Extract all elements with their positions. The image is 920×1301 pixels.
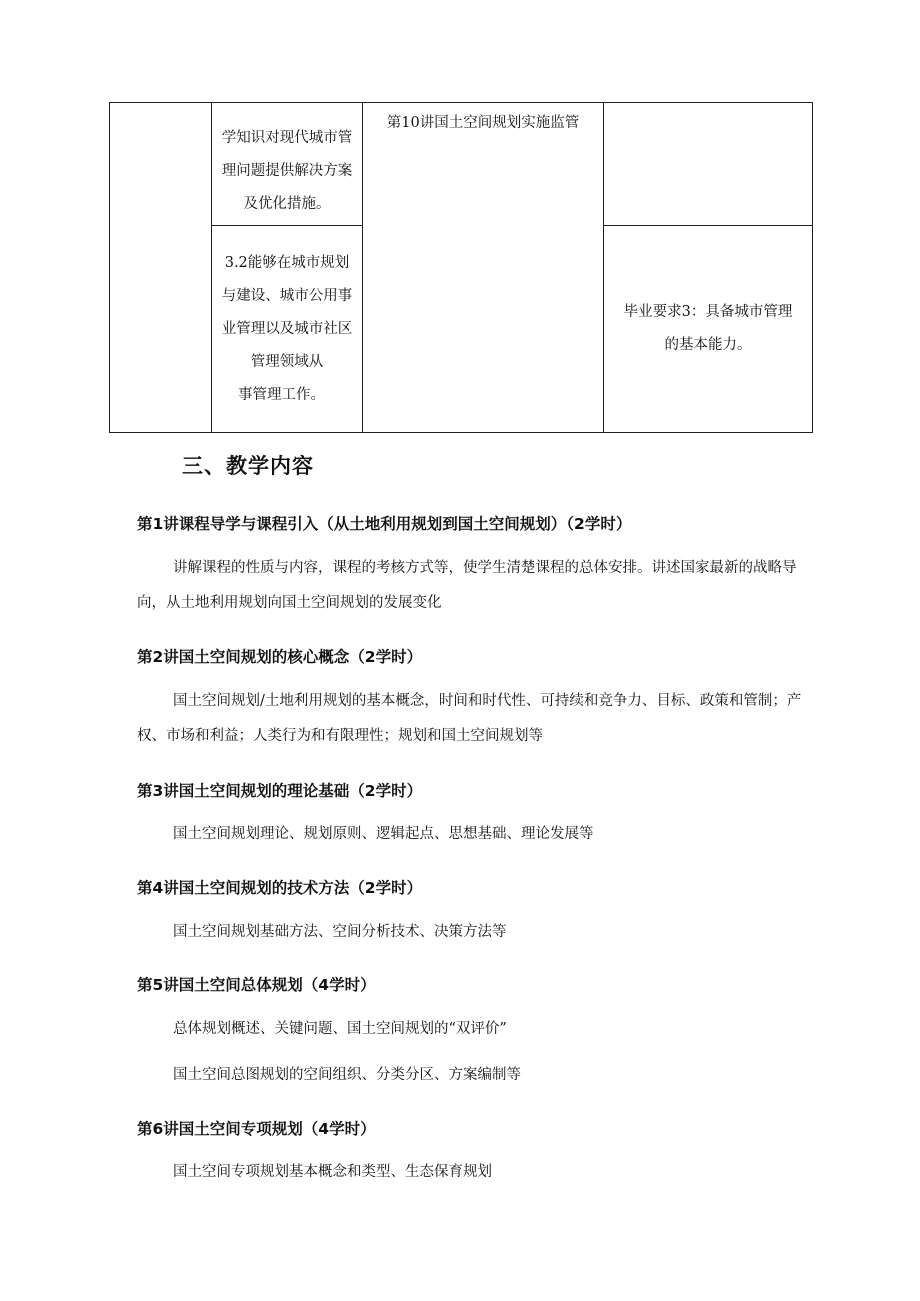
lecture-title: 第4讲国土空间规划的技术方法（2学时）: [137, 879, 423, 897]
lecture-title: 第3讲国土空间规划的理论基础（2学时）: [137, 782, 423, 800]
table-cell-empty: [110, 103, 212, 433]
outcomes-table: [109, 102, 813, 433]
lecture-paragraph: 国土空间规划理论、规划原则、逻辑起点、思想基础、理论发展等: [173, 826, 594, 842]
lecture-paragraph: 讲解课程的性质与内容，课程的考核方式等，使学生清楚课程的总体安排。讲述国家最新的战略导向，从土地利用规划向国土空间规划的发展变化: [137, 560, 797, 611]
text-line: 管理领域从: [250, 353, 324, 370]
text-line: 学知识对现代城市管: [221, 130, 353, 146]
table-cell-requirement-1: [604, 103, 813, 226]
text-line: 3.2能够在城市规划: [224, 254, 350, 271]
text-line: 与建设、城市公用事: [221, 287, 353, 304]
lecture-title: 第2讲国土空间规划的核心概念（2学时）: [137, 648, 423, 666]
section-title: 三、教学内容: [182, 454, 314, 478]
lecture-paragraph: 国土空间专项规划基本概念和类型、生态保育规划: [173, 1164, 492, 1180]
lecture-paragraph: 国土空间总图规划的空间组织、分类分区、方案编制等: [173, 1067, 521, 1083]
lecture-paragraph: 国土空间规划/土地利用规划的基本概念，时间和时代性、可持续和竞争力、目标、政策和管制；产权、市场和利益；人类行为和有限理性；规划和国土空间规划等: [137, 693, 802, 744]
text-line: 毕业要求3：具备城市管理: [623, 304, 793, 320]
text-line: 及优化措施。: [243, 196, 331, 212]
lecture-title: 第5讲国土空间总体规划（4学时）: [137, 976, 376, 994]
table-cell-requirement-2: [604, 226, 813, 433]
table-cell-lecture: 第10讲国土空间规划实施监管: [363, 103, 604, 433]
text-line: 业管理以及城市社区: [221, 320, 353, 337]
text-line: 理问题提供解决方案: [221, 163, 353, 179]
table-cell-objective-2: [212, 226, 363, 433]
lecture-title: 第6讲国土空间专项规划（4学时）: [137, 1120, 376, 1138]
lecture-title: 第1讲课程导学与课程引入（从土地利用规划到国土空间规划）（2学时）: [137, 515, 632, 533]
text-line: 事管理工作。: [238, 386, 325, 403]
text-line: 的基本能力。: [664, 337, 752, 353]
lecture-paragraph: 总体规划概述、关键问题、国土空间规划的“双评价”: [173, 1021, 507, 1037]
lecture-paragraph: 国土空间规划基础方法、空间分析技术、决策方法等: [173, 924, 507, 940]
table-cell-objective-1: [212, 103, 363, 226]
